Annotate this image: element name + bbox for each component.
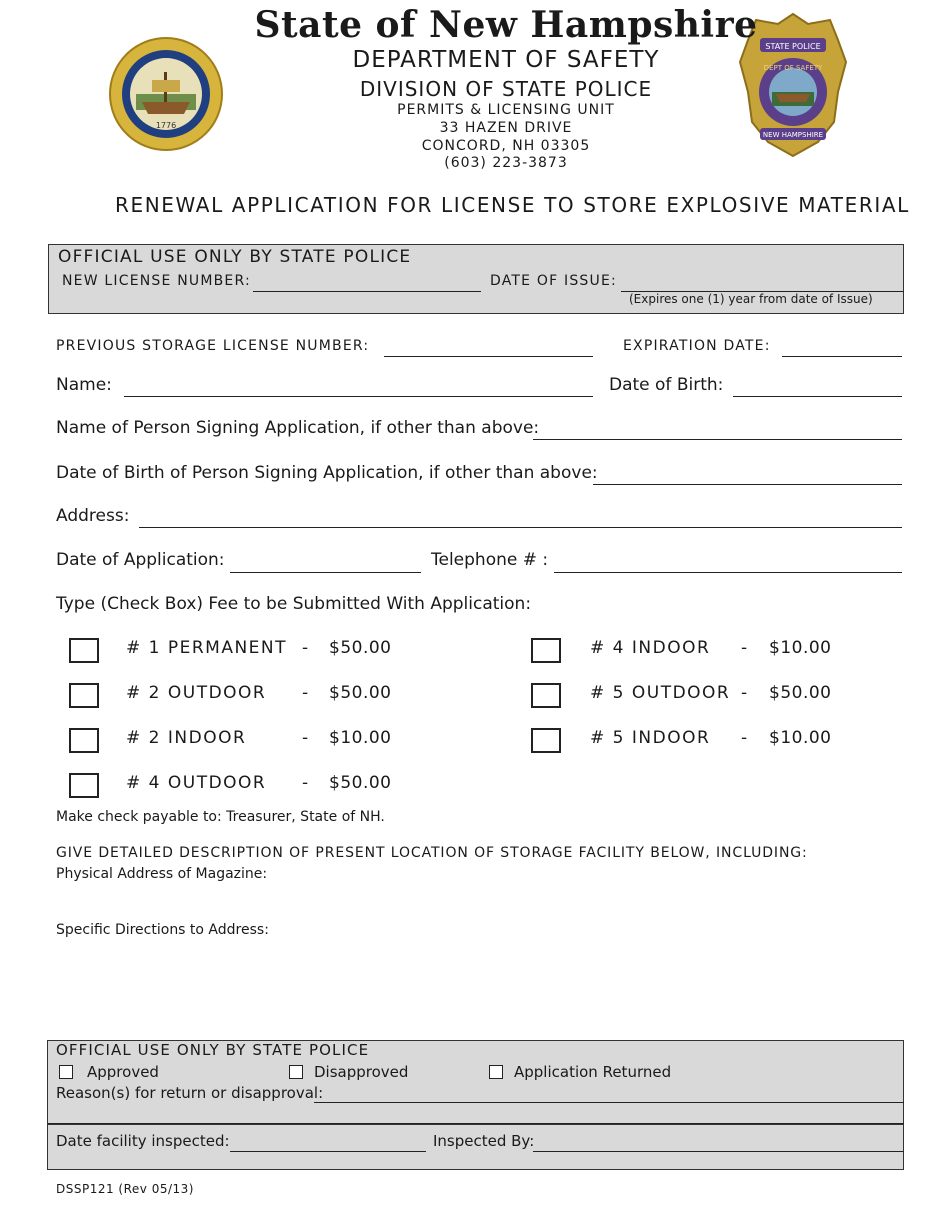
name-label: Name:	[56, 375, 112, 395]
badge-bottom-text: NEW HAMPSHIRE	[762, 131, 824, 139]
street-address: 33 HAZEN DRIVE	[439, 120, 573, 136]
fee-checkbox-4-outdoor[interactable]	[69, 773, 99, 798]
expiration-label: EXPIRATION DATE:	[623, 338, 771, 354]
reasons-label: Reason(s) for return or disapproval:	[56, 1084, 324, 1102]
fee-checkbox-1-permanent[interactable]	[69, 638, 99, 663]
signer-dob-input[interactable]	[593, 484, 902, 485]
fee-heading: Type (Check Box) Fee to be Submitted With Application:	[56, 594, 532, 614]
official-top-heading: OFFICIAL USE ONLY BY STATE POLICE	[58, 247, 412, 267]
approved-label: Approved	[87, 1063, 159, 1081]
inspected-by-input[interactable]	[533, 1151, 904, 1152]
expires-note: (Expires one (1) year from date of Issue)	[629, 292, 873, 306]
application-returned-label: Application Returned	[514, 1063, 672, 1081]
fee-amount: $10.00	[769, 638, 832, 658]
panel-divider	[48, 1124, 903, 1125]
unit-name: PERMITS & LICENSING UNIT	[397, 102, 615, 118]
signer-name-label: Name of Person Signing Application, if other than above:	[56, 418, 540, 438]
inspected-by-label: Inspected By:	[433, 1132, 535, 1150]
physical-address-label: Physical Address of Magazine:	[56, 866, 268, 882]
fee-amount: $50.00	[329, 773, 392, 793]
official-bottom-heading: OFFICIAL USE ONLY BY STATE POLICE	[56, 1041, 370, 1059]
date-inspected-label: Date facility inspected:	[56, 1132, 230, 1150]
new-license-label: NEW LICENSE NUMBER:	[62, 273, 251, 289]
fee-dash: -	[302, 683, 310, 703]
form-title: RENEWAL APPLICATION FOR LICENSE TO STORE EXPLOSIVE MATERIAL	[115, 193, 910, 217]
fee-type: # 2 OUTDOOR	[126, 683, 267, 703]
date-of-application-label: Date of Application:	[56, 550, 225, 570]
fee-dash: -	[741, 728, 749, 748]
fee-type: # 4 INDOOR	[590, 638, 711, 658]
approved-checkbox[interactable]	[59, 1065, 73, 1079]
telephone-input[interactable]	[554, 572, 902, 573]
fee-dash: -	[302, 773, 310, 793]
department-title: DEPARTMENT OF SAFETY	[352, 47, 660, 73]
date-of-application-input[interactable]	[230, 572, 421, 573]
fee-checkbox-5-indoor[interactable]	[531, 728, 561, 753]
prev-license-label: PREVIOUS STORAGE LICENSE NUMBER:	[56, 338, 370, 354]
disapproved-checkbox[interactable]	[289, 1065, 303, 1079]
application-returned-checkbox[interactable]	[489, 1065, 503, 1079]
directions-label: Specific Directions to Address:	[56, 922, 269, 938]
official-use-top-panel	[48, 244, 904, 314]
check-payable-note: Make check payable to: Treasurer, State of NH.	[56, 809, 385, 825]
official-use-bottom-panel	[47, 1040, 904, 1170]
fee-type: # 5 INDOOR	[590, 728, 711, 748]
fee-amount: $50.00	[329, 683, 392, 703]
badge-ring-text: DEPT OF SAFETY	[763, 64, 823, 72]
fee-checkbox-4-indoor[interactable]	[531, 638, 561, 663]
seal-year: 1776	[155, 121, 177, 130]
disapproved-label: Disapproved	[314, 1063, 409, 1081]
fee-amount: $50.00	[769, 683, 832, 703]
dob-input[interactable]	[733, 396, 902, 397]
signer-name-input[interactable]	[533, 439, 902, 440]
fee-type: # 1 PERMANENT	[126, 638, 288, 658]
city-address: CONCORD, NH 03305	[421, 138, 591, 154]
signer-dob-label: Date of Birth of Person Signing Application, if other than above:	[56, 463, 598, 483]
location-heading: GIVE DETAILED DESCRIPTION OF PRESENT LOCATION OF STORAGE FACILITY BELOW, INCLUDING:	[56, 845, 808, 861]
fee-checkbox-2-outdoor[interactable]	[69, 683, 99, 708]
fee-type: # 5 OUTDOOR	[590, 683, 731, 703]
expiration-input[interactable]	[782, 356, 902, 357]
telephone-label: Telephone # :	[431, 550, 549, 570]
address-input[interactable]	[139, 527, 902, 528]
badge-top-text: STATE POLICE	[765, 42, 821, 51]
fee-dash: -	[741, 638, 749, 658]
name-input[interactable]	[124, 396, 593, 397]
fee-dash: -	[302, 638, 310, 658]
dob-label: Date of Birth:	[609, 375, 724, 395]
fee-dash: -	[741, 683, 749, 703]
date-of-issue-label: DATE OF ISSUE:	[490, 273, 617, 289]
form-number: DSSP121 (Rev 05/13)	[56, 1182, 194, 1196]
fee-checkbox-2-indoor[interactable]	[69, 728, 99, 753]
address-label: Address:	[56, 506, 130, 526]
division-title: DIVISION OF STATE POLICE	[359, 77, 653, 101]
fee-amount: $50.00	[329, 638, 392, 658]
phone-number: (603) 223-3873	[444, 155, 568, 171]
fee-amount: $10.00	[769, 728, 832, 748]
state-title: State of New Hampshire	[254, 4, 758, 46]
new-license-input[interactable]	[253, 291, 481, 292]
fee-amount: $10.00	[329, 728, 392, 748]
fee-type: # 2 INDOOR	[126, 728, 247, 748]
fee-dash: -	[302, 728, 310, 748]
fee-type: # 4 OUTDOOR	[126, 773, 267, 793]
fee-checkbox-5-outdoor[interactable]	[531, 683, 561, 708]
prev-license-input[interactable]	[384, 356, 593, 357]
reasons-input[interactable]	[314, 1102, 904, 1103]
date-inspected-input[interactable]	[230, 1151, 426, 1152]
